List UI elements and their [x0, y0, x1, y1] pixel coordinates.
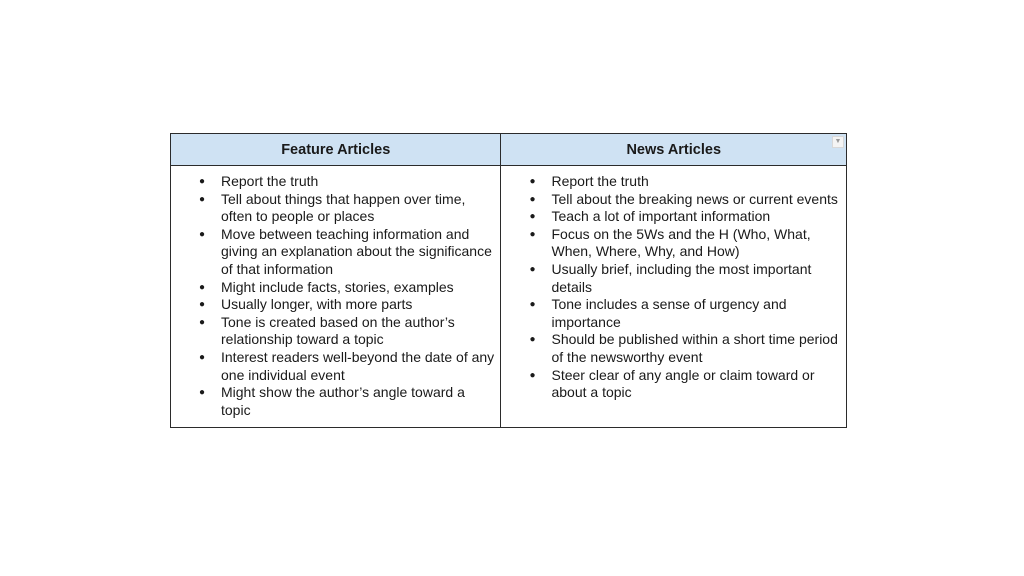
- list-item: ● Tell about the breaking news or current events: [551, 191, 846, 209]
- feature-articles-list: [171, 173, 500, 419]
- list-item: ● Usually brief, including the most important details: [551, 261, 846, 296]
- list-item: ● Tell about things that happen over time, often to people or places: [221, 191, 500, 226]
- list-item: ● Usually longer, with more parts: [221, 296, 500, 314]
- list-item: ● Interest readers well-beyond the date of any one individual event: [221, 349, 500, 384]
- chevron-down-icon[interactable]: ▼: [832, 136, 844, 148]
- list-item: ● Might include facts, stories, examples: [221, 279, 500, 297]
- header-feature-articles: Feature Articles: [171, 134, 501, 166]
- list-item: ● Steer clear of any angle or claim toward or about a topic: [551, 367, 846, 402]
- header-news-articles: [501, 134, 847, 166]
- list-item: ● Focus on the 5Ws and the H (Who, What, When, Where, Why, and How): [551, 226, 846, 261]
- list-item: ● Might show the author’s angle toward a topic: [221, 384, 500, 419]
- list-item: ● Tone includes a sense of urgency and importance: [551, 296, 846, 331]
- header-news-articles-label: News Articles: [626, 141, 722, 158]
- list-item: ● Report the truth: [221, 173, 500, 191]
- list-item: ● Teach a lot of important information: [551, 208, 846, 226]
- list-item: ● Move between teaching information and giving an explanation about the significance of that information: [221, 226, 500, 279]
- news-articles-list: [501, 173, 846, 402]
- content-row: [171, 166, 847, 428]
- list-item: ● Should be published within a short time period of the newsworthy event: [551, 331, 846, 366]
- comparison-table: [170, 133, 847, 428]
- feature-articles-cell: [171, 166, 501, 428]
- list-item: ● Tone is created based on the author’s relationship toward a topic: [221, 314, 500, 349]
- list-item: ● Report the truth: [551, 173, 846, 191]
- header-row: [171, 134, 847, 166]
- news-articles-cell: [501, 166, 847, 428]
